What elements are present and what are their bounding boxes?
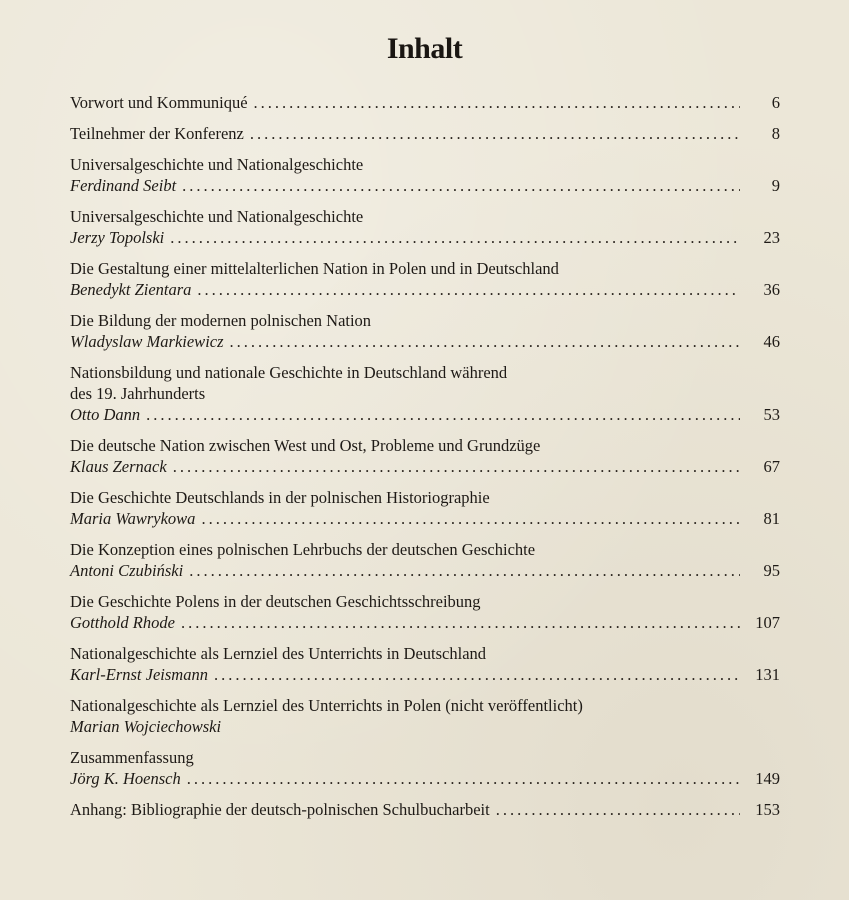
entry-title: Nationalgeschichte als Lernziel des Unterrichts in Polen (nicht veröffentlicht) xyxy=(70,696,583,715)
toc-line xyxy=(70,227,780,248)
toc-entry xyxy=(70,435,780,477)
entry-author: Jörg K. Hoensch xyxy=(70,769,181,788)
toc-line xyxy=(70,560,780,581)
page-number: 23 xyxy=(763,228,780,247)
page-number: 107 xyxy=(755,613,780,632)
page-number: 67 xyxy=(763,457,780,476)
entry-title: Universalgeschichte und Nationalgeschichte xyxy=(70,207,364,226)
dot-leader xyxy=(214,664,740,685)
toc-entry xyxy=(70,362,780,425)
toc-line xyxy=(70,612,780,633)
toc-entry xyxy=(70,154,780,196)
dot-leader xyxy=(182,175,740,196)
page-number: 81 xyxy=(763,509,780,528)
toc-line xyxy=(70,279,780,300)
entry-title: Die Gestaltung einer mittelalterlichen Nation in Polen und in Deutschland xyxy=(70,259,559,278)
entry-title: Die Geschichte Deutschlands in der polnischen Historiographie xyxy=(70,488,490,507)
entry-title: Die deutsche Nation zwischen West und Ost, Probleme und Grundzüge xyxy=(70,436,541,455)
toc-entry xyxy=(70,92,780,113)
toc-line xyxy=(70,175,780,196)
page-number: 131 xyxy=(755,665,780,684)
page-number: 9 xyxy=(771,176,780,195)
dot-leader xyxy=(197,279,740,300)
dot-leader xyxy=(146,404,740,425)
toc-entry xyxy=(70,206,780,248)
toc-entry xyxy=(70,487,780,529)
dot-leader xyxy=(496,799,740,820)
dot-leader xyxy=(254,92,740,113)
toc-entry xyxy=(70,591,780,633)
dot-leader xyxy=(250,123,740,144)
toc-line xyxy=(70,92,780,113)
entry-author: Otto Dann xyxy=(70,405,141,424)
dot-leader xyxy=(230,331,740,352)
entry-author: Antoni Czubiński xyxy=(70,561,184,580)
page-number: 46 xyxy=(763,332,780,351)
toc-entry xyxy=(70,310,780,352)
toc-entry xyxy=(70,539,780,581)
page-number: 8 xyxy=(771,124,780,143)
toc-entry xyxy=(70,123,780,144)
page-number: 36 xyxy=(763,280,780,299)
page-number: 53 xyxy=(763,405,780,424)
table-of-contents xyxy=(70,92,780,820)
toc-line xyxy=(70,664,780,685)
entry-title: Nationalgeschichte als Lernziel des Unterrichts in Deutschland xyxy=(70,644,487,663)
entry-title: Die Geschichte Polens in der deutschen Geschichtsschreibung xyxy=(70,592,481,611)
toc-entry xyxy=(70,747,780,789)
dot-leader xyxy=(181,612,740,633)
entry-author: Karl-Ernst Jeismann xyxy=(70,665,208,684)
entry-author: Jerzy Topolski xyxy=(70,228,165,247)
dot-leader xyxy=(187,768,740,789)
entry-title: Vorwort und Kommuniqué xyxy=(70,93,248,112)
page-title: Inhalt xyxy=(386,32,463,65)
dot-leader xyxy=(170,227,740,248)
entry-author: Maria Wawrykowa xyxy=(70,509,196,528)
entry-author: Gotthold Rhode xyxy=(70,613,175,632)
entry-title: Anhang: Bibliographie der deutsch-polnischen Schulbucharbeit xyxy=(70,800,490,819)
dot-leader xyxy=(201,508,740,529)
entry-author: Wladyslaw Markiewicz xyxy=(70,332,224,351)
toc-line xyxy=(70,404,780,425)
entry-title: Die Konzeption eines polnischen Lehrbuchs der deutschen Geschichte xyxy=(70,540,536,559)
entry-title: Universalgeschichte und Nationalgeschichte xyxy=(70,155,364,174)
dot-leader xyxy=(189,560,740,581)
page-number: 149 xyxy=(755,769,780,788)
entry-title: Nationsbildung und nationale Geschichte in Deutschland während xyxy=(70,363,508,382)
toc-entry xyxy=(70,695,780,737)
toc-line xyxy=(70,123,780,144)
entry-title-continued: des 19. Jahrhunderts xyxy=(70,384,206,403)
entry-author: Ferdinand Seibt xyxy=(70,176,177,195)
toc-line xyxy=(70,331,780,352)
toc-line xyxy=(70,716,780,737)
page-number: 6 xyxy=(771,93,780,112)
entry-author: Benedykt Zientara xyxy=(70,280,192,299)
entry-title: Die Bildung der modernen polnischen Nation xyxy=(70,311,372,330)
toc-line xyxy=(70,508,780,529)
toc-entry xyxy=(70,799,780,820)
entry-title: Zusammenfassung xyxy=(70,748,194,767)
page-number: 153 xyxy=(755,800,780,819)
dot-leader xyxy=(173,456,740,477)
page-number: 95 xyxy=(763,561,780,580)
entry-author: Marian Wojciechowski xyxy=(70,717,222,736)
entry-title: Teilnehmer der Konferenz xyxy=(70,124,244,143)
toc-line xyxy=(70,799,780,820)
entry-author: Klaus Zernack xyxy=(70,457,167,476)
toc-entry xyxy=(70,258,780,300)
toc-line xyxy=(70,456,780,477)
toc-line xyxy=(70,768,780,789)
toc-entry xyxy=(70,643,780,685)
